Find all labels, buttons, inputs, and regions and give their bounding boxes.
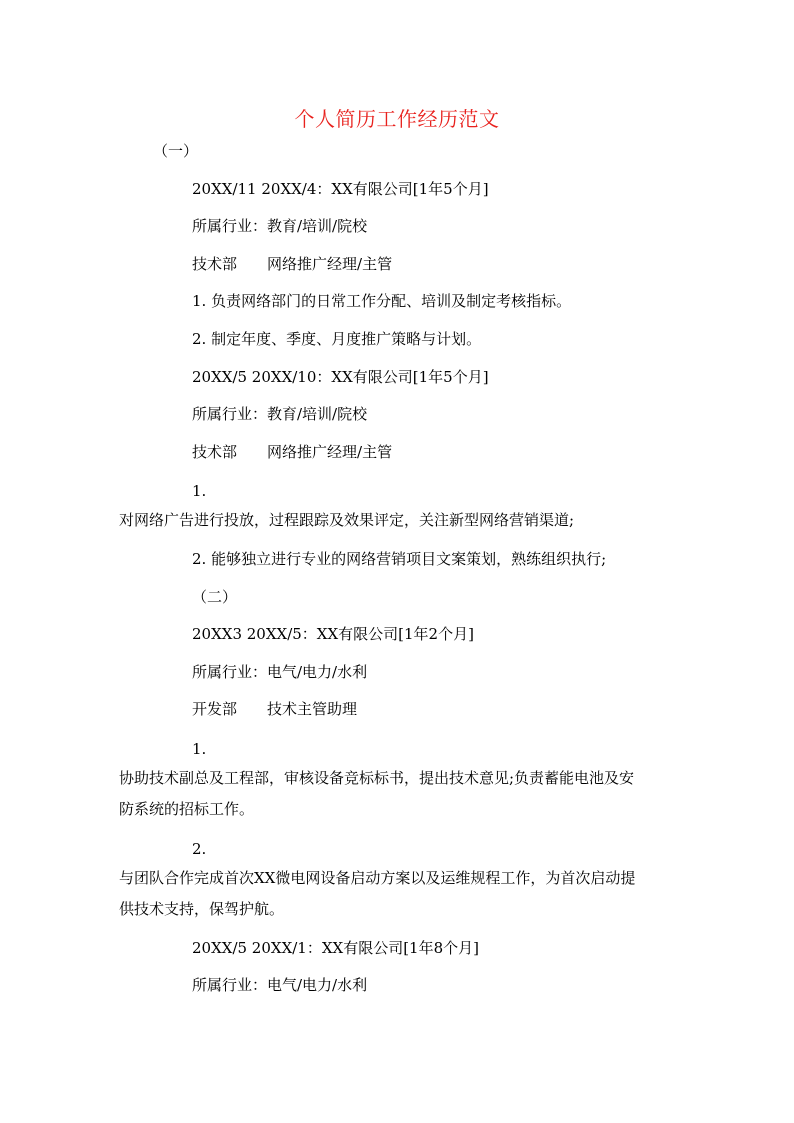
section-heading-1: （一） xyxy=(153,142,199,160)
job-3-duty-2-line-2: 供技术支持，保驾护航。 xyxy=(119,900,285,918)
section-heading-2: （二） xyxy=(192,588,238,606)
job-1-duty-2: 2. 制定年度、季度、月度推广策略与计划。 xyxy=(192,330,482,348)
job-2-duty-1-text: 对网络广告进行投放，过程跟踪及效果评定，关注新型网络营销渠道; xyxy=(119,511,575,529)
job-3-duty-2-number: 2. xyxy=(192,840,207,858)
job-1-department: 技术部 xyxy=(192,255,238,273)
job-3-department: 开发部 xyxy=(192,700,238,718)
document-title: 个人简历工作经历范文 xyxy=(294,107,500,131)
job-2-industry: 所属行业：教育/培训/院校 xyxy=(192,405,368,423)
job-3-position: 技术主管助理 xyxy=(267,700,358,718)
job-2-duty-2: 2. 能够独立进行专业的网络营销项目文案策划，熟练组织执行; xyxy=(192,550,607,568)
job-2-period: 20XX/5 20XX/10：XX有限公司[1年5个月] xyxy=(192,368,489,386)
job-2-duty-1-number: 1. xyxy=(192,482,207,500)
job-3-duty-2-line-1: 与团队合作完成首次XX微电网设备启动方案以及运维规程工作，为首次启动提 xyxy=(119,869,636,887)
job-2-department: 技术部 xyxy=(192,443,238,461)
job-3-period: 20XX3 20XX/5：XX有限公司[1年2个月] xyxy=(192,625,474,643)
job-4-period: 20XX/5 20XX/1：XX有限公司[1年8个月] xyxy=(192,939,480,957)
job-3-duty-1-line-1: 协助技术副总及工程部，审核设备竞标标书，提出技术意见;负责蓄能电池及安 xyxy=(119,769,635,787)
job-2-position: 网络推广经理/主管 xyxy=(267,443,393,461)
job-3-duty-1-number: 1. xyxy=(192,740,207,758)
job-2-role xyxy=(192,442,392,462)
job-3-duty-1-line-2: 防系统的招标工作。 xyxy=(119,800,255,818)
job-3-industry: 所属行业：电气/电力/水利 xyxy=(192,663,368,681)
job-1-duty-1: 1. 负责网络部门的日常工作分配、培训及制定考核指标。 xyxy=(192,292,572,310)
job-4-industry: 所属行业：电气/电力/水利 xyxy=(192,976,368,994)
job-1-position: 网络推广经理/主管 xyxy=(267,255,393,273)
job-3-role xyxy=(192,699,357,719)
job-1-industry: 所属行业：教育/培训/院校 xyxy=(192,217,368,235)
job-1-period: 20XX/11 20XX/4：XX有限公司[1年5个月] xyxy=(192,180,489,198)
job-1-role xyxy=(192,254,392,274)
